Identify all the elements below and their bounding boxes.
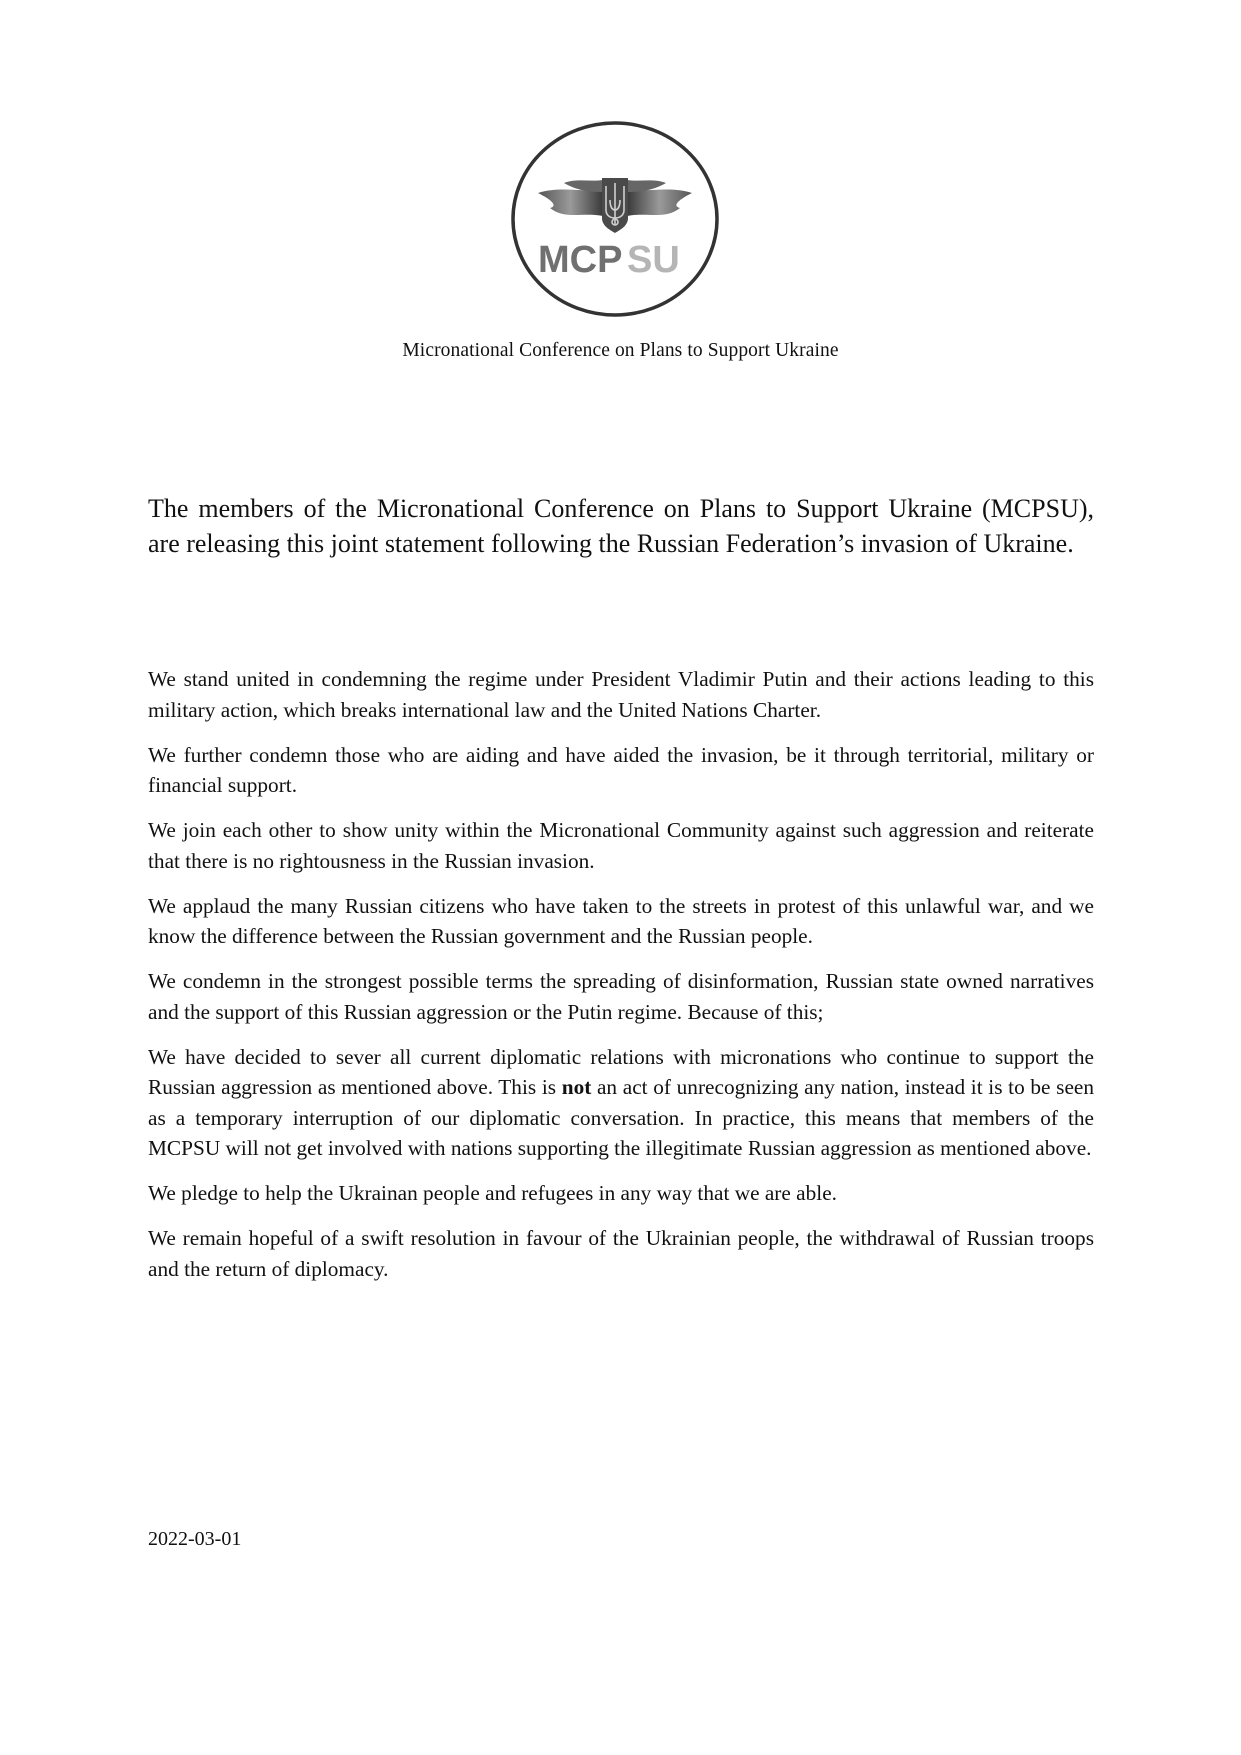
paragraph-condemn-aiders: We further condemn those who are aiding and have aided the invasion, be it through territorial, military or financial support. xyxy=(148,742,1094,797)
sever-text-after: an act of unrecognizing any nation, instead it is to be seen as a temporary interruption of our diplomatic conversation. In practice, this means that members of the MCPSU will not get involved with nations supporting the illegitimate Russian aggression as mentioned above. xyxy=(148,1075,1095,1160)
document-date: 2022-03-01 xyxy=(148,1528,242,1550)
statement-body xyxy=(148,664,1094,1299)
paragraph-sever-relations xyxy=(148,1042,1094,1164)
sever-text-before: We have decided to sever all current diplomatic relations with micronations who continue to support the Russian aggression as mentioned above. This is xyxy=(148,1044,1094,1099)
paragraph-unity: We join each other to show unity within the Micronational Community against such aggression and reiterate that there is no rightousness in the Russian invasion. xyxy=(148,818,1094,873)
paragraph-disinformation: We condemn in the strongest possible terms the spreading of disinformation, Russian state owned narratives and the support of this Russian aggression or the Putin regime. Because of this; xyxy=(148,969,1094,1024)
intro-paragraph: The members of the Micronational Conference on Plans to Support Ukraine (MCPSU), are releasing this joint statement following the Russian Federation’s invasion of Ukraine. xyxy=(148,494,1094,558)
paragraph-condemn-regime: We stand united in condemning the regime under President Vladimir Putin and their actions leading to this military action, which breaks international law and the United Nations Charter. xyxy=(148,667,1094,722)
emphasis-not: not xyxy=(561,1075,592,1099)
svg-text:SU: SU xyxy=(627,239,680,281)
paragraph-applaud-citizens: We applaud the many Russian citizens who have taken to the streets in protest of this unlawful war, and we know the difference between the Russian government and the Russian people. xyxy=(148,893,1094,948)
paragraph-hopeful: We remain hopeful of a swift resolution in favour of the Ukrainian people, the withdrawal of Russian troops and the return of diplomacy. xyxy=(148,1226,1094,1281)
paragraph-pledge: We pledge to help the Ukrainan people and refugees in any way that we are able. xyxy=(148,1181,837,1205)
organization-subtitle: Micronational Conference on Plans to Support Ukraine xyxy=(402,340,839,361)
svg-text:MCP: MCP xyxy=(538,239,623,281)
mcpsu-emblem-icon xyxy=(510,120,720,318)
mcpsu-logo xyxy=(510,120,720,318)
